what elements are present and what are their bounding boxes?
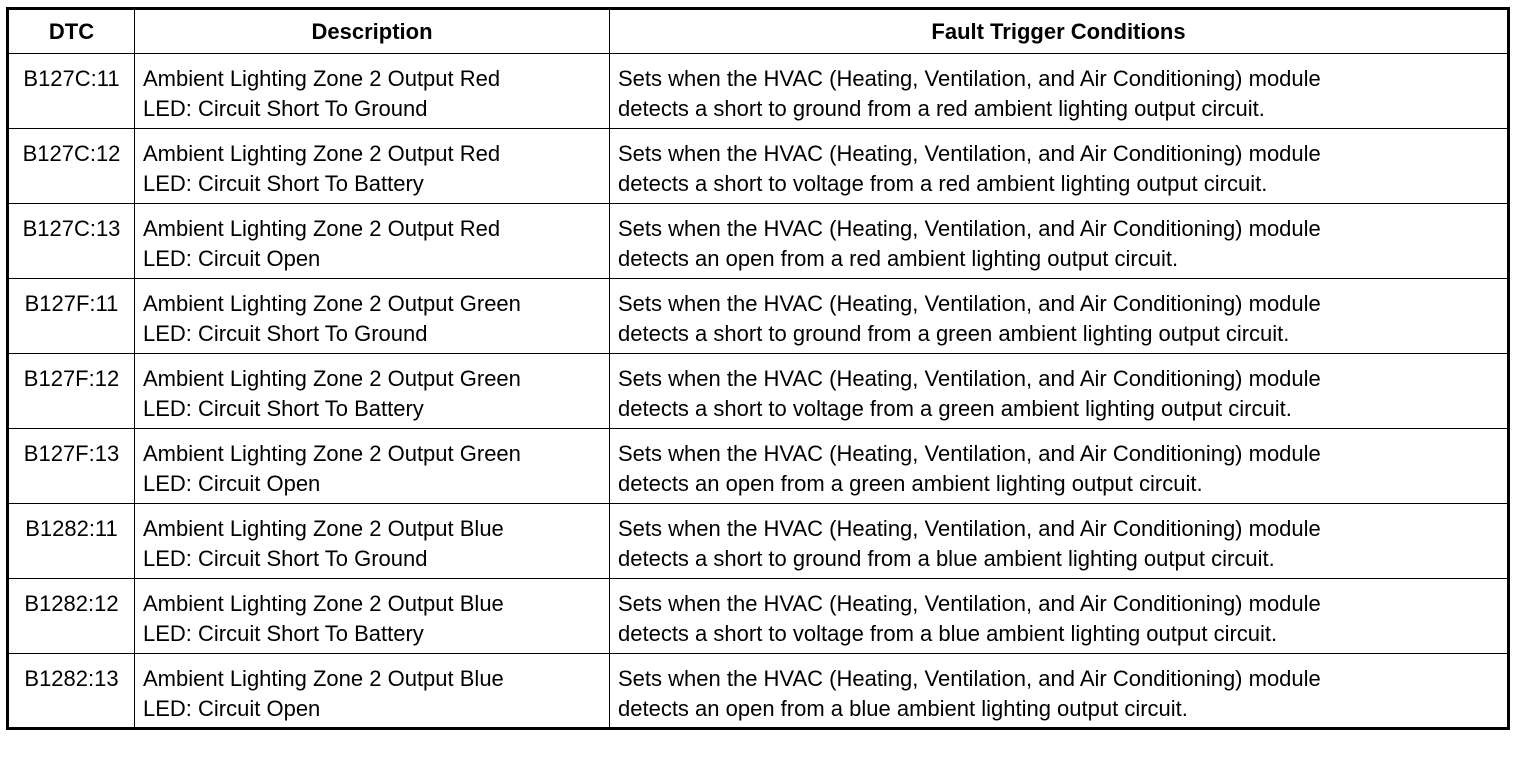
conditions-line: detects a short to voltage from a red ambient lighting output circuit. (618, 171, 1268, 196)
fault-trigger-conditions (610, 354, 1509, 429)
table-row (8, 354, 1509, 429)
description-line: LED: Circuit Open (143, 696, 321, 721)
table-header (8, 9, 1509, 54)
conditions-line: Sets when the HVAC (Heating, Ventilation, and Air Conditioning) module (618, 591, 1321, 616)
description-line: Ambient Lighting Zone 2 Output Blue (143, 591, 504, 616)
dtc-code: B127C:13 (8, 204, 135, 279)
column-header-dtc: DTC (8, 9, 135, 54)
description-line: LED: Circuit Short To Ground (143, 321, 428, 346)
table-row (8, 429, 1509, 504)
conditions-line: Sets when the HVAC (Heating, Ventilation, and Air Conditioning) module (618, 441, 1321, 466)
dtc-description (135, 429, 610, 504)
description-line: Ambient Lighting Zone 2 Output Red (143, 141, 501, 166)
table-row (8, 129, 1509, 204)
conditions-line: Sets when the HVAC (Heating, Ventilation, and Air Conditioning) module (618, 366, 1321, 391)
fault-trigger-conditions (610, 654, 1509, 729)
fault-trigger-conditions (610, 129, 1509, 204)
conditions-line: detects a short to ground from a green ambient lighting output circuit. (618, 321, 1290, 346)
dtc-description (135, 204, 610, 279)
fault-trigger-conditions (610, 54, 1509, 129)
dtc-description (135, 579, 610, 654)
description-line: LED: Circuit Short To Battery (143, 621, 424, 646)
conditions-line: Sets when the HVAC (Heating, Ventilation, and Air Conditioning) module (618, 66, 1321, 91)
fault-trigger-conditions (610, 579, 1509, 654)
dtc-description (135, 654, 610, 729)
dtc-code: B127F:13 (8, 429, 135, 504)
dtc-code: B127C:12 (8, 129, 135, 204)
dtc-description (135, 504, 610, 579)
dtc-code: B127C:11 (8, 54, 135, 129)
description-line: Ambient Lighting Zone 2 Output Blue (143, 516, 504, 541)
fault-trigger-conditions (610, 204, 1509, 279)
table-row (8, 279, 1509, 354)
column-header-fault-trigger-conditions: Fault Trigger Conditions (610, 9, 1509, 54)
description-line: Ambient Lighting Zone 2 Output Blue (143, 666, 504, 691)
header-row (8, 9, 1509, 54)
fault-trigger-conditions (610, 279, 1509, 354)
dtc-code: B1282:12 (8, 579, 135, 654)
table-row (8, 654, 1509, 729)
dtc-description (135, 54, 610, 129)
dtc-table (6, 7, 1510, 730)
description-line: Ambient Lighting Zone 2 Output Green (143, 366, 521, 391)
dtc-description (135, 279, 610, 354)
description-line: Ambient Lighting Zone 2 Output Green (143, 441, 521, 466)
conditions-line: Sets when the HVAC (Heating, Ventilation, and Air Conditioning) module (618, 516, 1321, 541)
dtc-code: B1282:11 (8, 504, 135, 579)
description-line: LED: Circuit Short To Ground (143, 546, 428, 571)
table-row (8, 54, 1509, 129)
table-body (8, 54, 1509, 729)
dtc-code: B127F:11 (8, 279, 135, 354)
conditions-line: Sets when the HVAC (Heating, Ventilation, and Air Conditioning) module (618, 141, 1321, 166)
dtc-code: B127F:12 (8, 354, 135, 429)
table-row (8, 204, 1509, 279)
description-line: LED: Circuit Short To Battery (143, 396, 424, 421)
conditions-line: detects a short to voltage from a blue ambient lighting output circuit. (618, 621, 1278, 646)
conditions-line: Sets when the HVAC (Heating, Ventilation, and Air Conditioning) module (618, 216, 1321, 241)
description-line: LED: Circuit Short To Battery (143, 171, 424, 196)
conditions-line: detects an open from a green ambient lighting output circuit. (618, 471, 1203, 496)
conditions-line: Sets when the HVAC (Heating, Ventilation, and Air Conditioning) module (618, 666, 1321, 691)
conditions-line: Sets when the HVAC (Heating, Ventilation, and Air Conditioning) module (618, 291, 1321, 316)
fault-trigger-conditions (610, 429, 1509, 504)
description-line: Ambient Lighting Zone 2 Output Red (143, 216, 501, 241)
description-line: LED: Circuit Short To Ground (143, 96, 428, 121)
dtc-description (135, 129, 610, 204)
conditions-line: detects an open from a blue ambient lighting output circuit. (618, 696, 1188, 721)
fault-trigger-conditions (610, 504, 1509, 579)
conditions-line: detects a short to voltage from a green ambient lighting output circuit. (618, 396, 1292, 421)
conditions-line: detects a short to ground from a blue ambient lighting output circuit. (618, 546, 1275, 571)
table-row (8, 579, 1509, 654)
conditions-line: detects an open from a red ambient lighting output circuit. (618, 246, 1179, 271)
column-header-description: Description (135, 9, 610, 54)
conditions-line: detects a short to ground from a red ambient lighting output circuit. (618, 96, 1265, 121)
description-line: LED: Circuit Open (143, 471, 321, 496)
description-line: LED: Circuit Open (143, 246, 321, 271)
description-line: Ambient Lighting Zone 2 Output Red (143, 66, 501, 91)
dtc-description (135, 354, 610, 429)
description-line: Ambient Lighting Zone 2 Output Green (143, 291, 521, 316)
table-row (8, 504, 1509, 579)
dtc-code: B1282:13 (8, 654, 135, 729)
